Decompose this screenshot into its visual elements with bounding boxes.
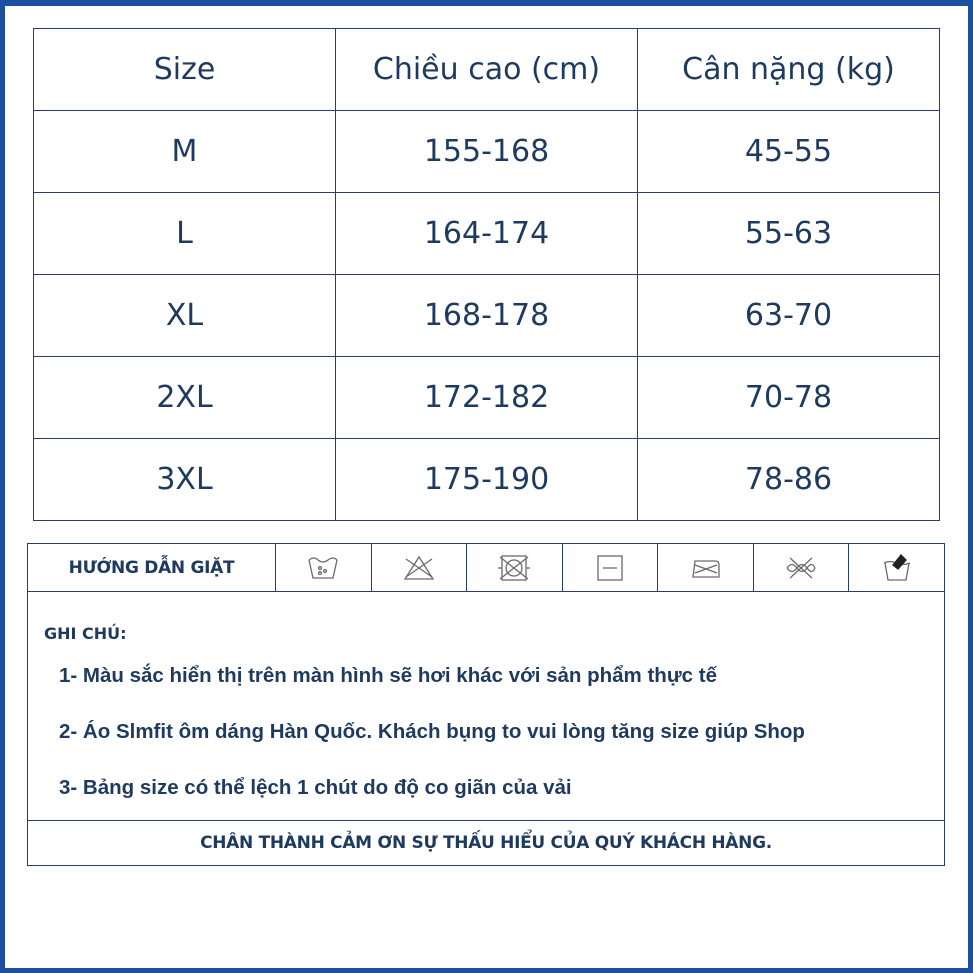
cell-size: 3XL	[34, 439, 336, 521]
table-row	[34, 193, 940, 275]
care-section	[27, 543, 945, 866]
do-not-wring-icon	[754, 544, 850, 591]
cell-weight: 55-63	[638, 193, 940, 275]
iron-low-icon	[658, 544, 754, 591]
cell-weight: 78-86	[638, 439, 940, 521]
cell-weight: 45-55	[638, 111, 940, 193]
thank-you-message: CHÂN THÀNH CẢM ƠN SỰ THẤU HIỂU CỦA QUÝ KHÁCH HÀNG.	[200, 833, 772, 853]
cell-size: XL	[34, 275, 336, 357]
table-header-row	[34, 29, 940, 111]
cell-height: 168-178	[336, 275, 638, 357]
cell-height: 172-182	[336, 357, 638, 439]
notes-section	[28, 592, 944, 821]
table-row	[34, 357, 940, 439]
cell-weight: 70-78	[638, 357, 940, 439]
note-item: 3- Bảng size có thể lệch 1 chút do độ co giãn của vải	[59, 776, 572, 799]
cell-size: M	[34, 111, 336, 193]
dry-flat-icon	[563, 544, 659, 591]
header-weight: Cân nặng (kg)	[638, 29, 940, 111]
table-row	[34, 439, 940, 521]
no-tumble-dry-icon	[467, 544, 563, 591]
cell-height: 155-168	[336, 111, 638, 193]
cell-size: 2XL	[34, 357, 336, 439]
wash-instructions-title: HƯỚNG DẪN GIẶT	[28, 544, 276, 591]
cell-weight: 63-70	[638, 275, 940, 357]
wash-instructions-row	[28, 544, 944, 592]
header-size: Size	[34, 29, 336, 111]
table-row	[34, 275, 940, 357]
no-bleach-icon	[372, 544, 468, 591]
cell-height: 175-190	[336, 439, 638, 521]
note-item: 1- Màu sắc hiển thị trên màn hình sẽ hơi khác với sản phẩm thực tế	[59, 664, 718, 687]
table-row	[34, 111, 940, 193]
header-height: Chiều cao (cm)	[336, 29, 638, 111]
dry-clean-icon	[849, 544, 944, 591]
note-item: 2- Áo Slmfit ôm dáng Hàn Quốc. Khách bụng to vui lòng tăng size giúp Shop	[59, 720, 805, 743]
size-table	[33, 28, 940, 521]
notes-title: GHI CHÚ:	[44, 624, 127, 643]
wash-30-icon	[276, 544, 372, 591]
cell-height: 164-174	[336, 193, 638, 275]
cell-size: L	[34, 193, 336, 275]
